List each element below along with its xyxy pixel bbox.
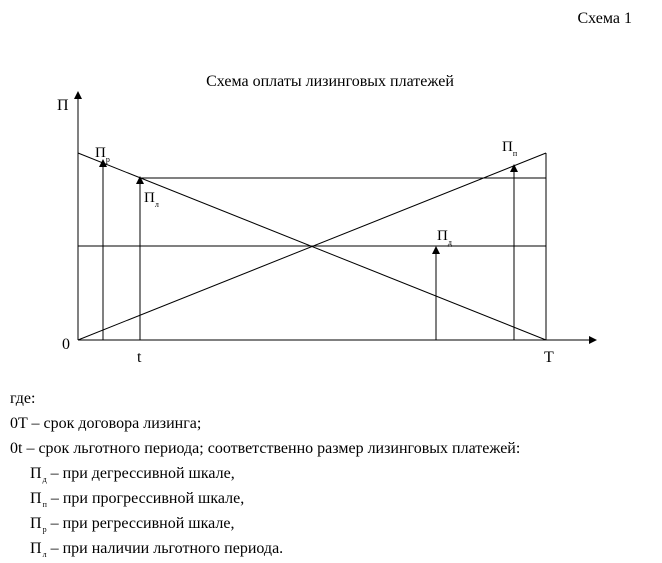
y-axis-label: П [57,97,69,114]
legend-grace-line: 0t – срок льготного периода; соответственно размер лизинговых платежей: [10,440,521,457]
scheme-number-label: Схема 1 [577,10,632,27]
label-degressive: $П_д$ [437,228,452,247]
label-regressive: $П_р$ [95,145,110,164]
origin-label: 0 [62,336,70,353]
diagram-title: Схема оплаты лизинговых платежей [206,73,454,90]
legend [10,386,520,561]
x-tick-T: T [544,349,554,366]
legend-item-regressive: $П_р$ – при регрессивной шкале, [30,515,235,534]
legend-item-grace: $П_л$ – при наличии льготного периода. [30,540,284,559]
legend-item-degressive: $П_д$ – при дегрессивной шкале, [30,465,235,484]
label-grace: $П_л$ [144,190,159,209]
x-tick-t: t [137,349,142,366]
legend-item-progressive: $П_п$ – при прогрессивной шкале, [30,490,245,509]
label-progressive: $П_п$ [502,139,518,158]
legend-term-line: 0T – срок договора лизинга; [10,415,202,432]
legend-heading: где: [10,390,36,407]
